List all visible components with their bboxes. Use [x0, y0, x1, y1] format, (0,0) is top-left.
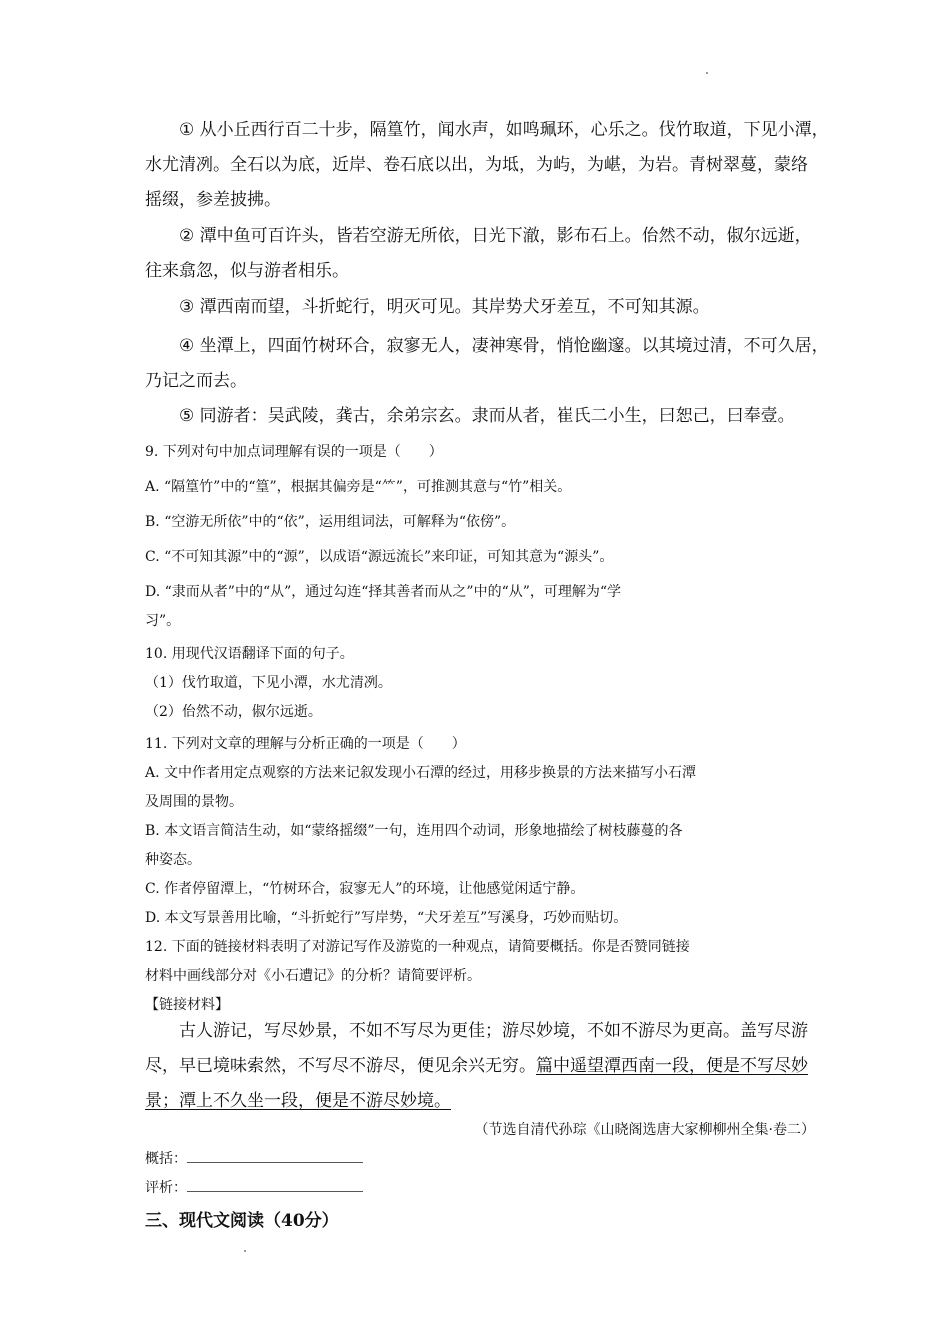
- option-a: A. “隔篁竹”中的“篁”，根据其偏旁是“⺮”，可推测其意与“竹”相关。: [145, 479, 572, 495]
- passage-paragraph-1: [145, 113, 829, 218]
- passage-paragraph-2: [145, 219, 815, 289]
- question-stem: 10. 用现代汉语翻译下面的句子。: [145, 646, 354, 662]
- option-b: B. 本文语言简洁生动，如“蒙络摇缀”一句，连用四个动词，形象地描绘了树枝藤蔓的各: [145, 823, 683, 839]
- underlined-text: 篇中遥望潭西南一段，便是不写尽妙: [536, 1056, 808, 1076]
- material-text: 尽，早已境味索然，不写尽不游尽，便见余兴无穷。: [145, 1056, 536, 1076]
- scan-dot: [706, 72, 708, 74]
- source-citation: （节选自清代孙琮《山晓阁选唐大家柳柳州全集·卷二）: [474, 1122, 815, 1138]
- summary-label: 概括：: [145, 1151, 187, 1167]
- review-label: 评析：: [145, 1180, 187, 1196]
- summary-answer: [145, 1145, 815, 1174]
- sentence-2: （2）佁然不动，俶尔远逝。: [145, 704, 322, 720]
- scan-dot: [244, 1250, 246, 1252]
- option-b-continued: 种姿态。: [145, 852, 201, 868]
- passage-line: ⑤ 同游者：吴武陵，龚古，余弟宗玄。隶而从者，崔氏二小生，曰恕己，曰奉壹。: [179, 406, 795, 426]
- passage-paragraph-5: [145, 399, 815, 434]
- option-c: C. 作者停留潭上，“竹树环合，寂寥无人”的环境，让他感觉闲适宁静。: [145, 881, 585, 897]
- option-d: D. “隶而从者”中的“从”，通过勾连“择其善者而从之”中的“从”，可理解为“学: [145, 584, 622, 600]
- question-stem: 11. 下列对文章的理解与分析正确的一项是（ ）: [145, 736, 466, 752]
- passage-line: 摇缀，参差披拂。: [145, 190, 281, 210]
- option-a: A. 文中作者用定点观察的方法来记叙发现小石潭的经过，用移步换景的方法来描写小石潭: [145, 765, 697, 781]
- option-d: D. 本文写景善用比喻，“斗折蛇行”写岸势，“犬牙差互”写溪身，巧妙而贴切。: [145, 910, 628, 926]
- sentence-1: （1）伐竹取道，下见小潭，水尤清冽。: [145, 675, 392, 691]
- passage-line: 往来翕忽，似与游者相乐。: [145, 261, 349, 281]
- question-stem: 12. 下面的链接材料表明了对游记写作及游览的一种观点，请简要概括。你是否赞同链接: [145, 939, 690, 955]
- passage-line: 水尤清冽。全石以为底，近岸、卷石底以出，为坻，为屿，为嵁，为岩。青树翠蔓，蒙络: [145, 155, 808, 175]
- passage-line: ② 潭中鱼可百许头，皆若空游无所依，日光下澈，影布石上。佁然不动，俶尔远逝，: [179, 226, 812, 246]
- material-source: [145, 1116, 815, 1145]
- question-stem: 9. 下列对句中加点词理解有误的一项是（ ）: [145, 444, 443, 460]
- material-line: 古人游记，写尽妙景，不如不写尽为更佳；游尽妙境，不如不游尽为更高。盖写尽游: [179, 1021, 808, 1041]
- option-c: C. “不可知其源”中的“源”，以成语“源远流长”来印证，可知其意为“源头”。: [145, 549, 614, 565]
- link-material: [145, 1014, 815, 1119]
- question-9: [145, 438, 815, 636]
- passage-paragraph-3: [145, 290, 815, 325]
- passage-paragraph-4: [145, 329, 829, 399]
- passage-line: ④ 坐潭上，四面竹树环合，寂寥无人，凄神寒骨，悄怆幽邃。以其境过清，不可久居，: [179, 336, 829, 356]
- section-heading: [145, 1206, 815, 1231]
- review-answer: [145, 1174, 815, 1203]
- option-b: B. “空游无所依”中的“依”，运用组词法，可解释为“依傍”。: [145, 514, 516, 530]
- passage-line: ③ 潭西南而望，斗折蛇行，明灭可见。其岸势犬牙差互，不可知其源。: [179, 297, 710, 317]
- summary-blank[interactable]: [187, 1148, 363, 1163]
- underlined-text: 景；潭上不久坐一段，便是不游尽妙境。: [145, 1091, 451, 1111]
- material-label: 【链接材料】: [145, 997, 229, 1013]
- option-d-continued: 习”。: [145, 613, 181, 629]
- passage-line: 乃记之而去。: [145, 371, 247, 391]
- option-a-continued: 及周围的景物。: [145, 794, 243, 810]
- section-title: 三、现代文阅读（40分）: [145, 1211, 339, 1231]
- passage-line: ① 从小丘西行百二十步，隔篁竹，闻水声，如鸣珮环，心乐之。伐竹取道，下见小潭，: [179, 120, 829, 140]
- answer-lines: [145, 1145, 815, 1203]
- question-10: [145, 640, 815, 727]
- question-stem-continued: 材料中画线部分对《小石遭记》的分析？请简要评析。: [145, 968, 481, 984]
- material-line: [145, 1049, 815, 1084]
- review-blank[interactable]: [187, 1177, 363, 1192]
- question-12: [145, 933, 815, 1020]
- question-11: [145, 730, 815, 933]
